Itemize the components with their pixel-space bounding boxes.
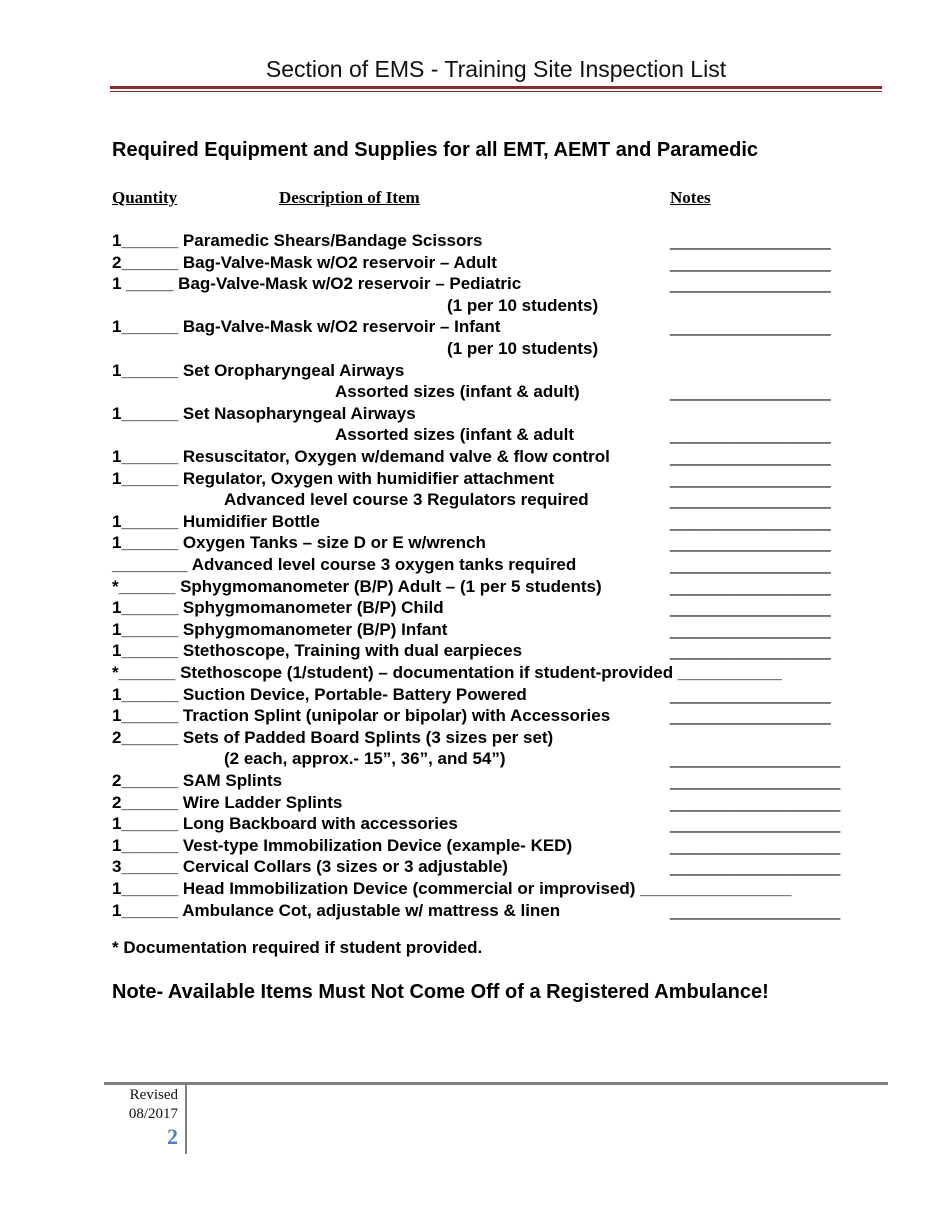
description-column-header: Description of Item bbox=[279, 188, 420, 207]
item-description: 1______ Long Backboard with accessories bbox=[112, 814, 458, 834]
item-notes-blank: _________________ bbox=[670, 490, 831, 510]
item-notes-blank: _________________ bbox=[670, 274, 831, 294]
notes-column-header: Notes bbox=[670, 188, 711, 207]
item-description: 3______ Cervical Collars (3 sizes or 3 adjustable) bbox=[112, 857, 508, 877]
item-description: *______ Stethoscope (1/student) – documentation if student-provided ___________ bbox=[112, 663, 782, 682]
footer-revised-label: Revised bbox=[129, 1087, 178, 1103]
footer-divider bbox=[185, 1082, 187, 1154]
item-description: 1 _____ Bag-Valve-Mask w/O2 reservoir – Pediatric bbox=[112, 274, 522, 294]
item-description: 1______ Ambulance Cot, adjustable w/ mattress & linen bbox=[112, 900, 561, 920]
item-notes-blank: __________________ bbox=[670, 814, 841, 834]
footnote: * Documentation required if student provided. bbox=[112, 938, 483, 957]
footer-revised-date: 08/2017 bbox=[128, 1106, 178, 1122]
item-notes-blank: _________________ bbox=[670, 684, 831, 704]
item-notes-blank: _________________ bbox=[670, 447, 831, 466]
item-detail: Assorted sizes (infant & adult bbox=[335, 425, 574, 445]
item-notes-blank: _________________ bbox=[670, 641, 831, 661]
item-description: 2______ Wire Ladder Splints bbox=[112, 792, 343, 812]
item-notes-blank: _________________ bbox=[670, 598, 831, 618]
item-description: 1______ Regulator, Oxygen with humidifier attachment bbox=[112, 468, 555, 488]
item-description: 1______ Set Oropharyngeal Airways bbox=[112, 360, 405, 380]
item-notes-blank: _________________ bbox=[670, 576, 831, 596]
item-description: 1______ Sphygmomanometer (B/P) Child bbox=[112, 598, 444, 618]
item-detail: (1 per 10 students) bbox=[447, 295, 599, 315]
item-description: 1______ Suction Device, Portable- Battery Powered bbox=[112, 684, 527, 704]
item-notes-blank: _________________ bbox=[670, 468, 831, 488]
item-notes-blank: _________________ bbox=[670, 252, 831, 272]
item-description: 1______ Stethoscope, Training with dual earpieces bbox=[112, 641, 523, 661]
footer-rule bbox=[104, 1082, 888, 1085]
item-description: 1______ Paramedic Shears/Bandage Scissors bbox=[112, 231, 483, 250]
item-description: ________ Advanced level course 3 oxygen tanks required bbox=[112, 555, 577, 574]
header-rule bbox=[110, 86, 882, 89]
item-notes-blank: _________________ bbox=[670, 382, 831, 402]
item-notes-blank: _________________ bbox=[670, 706, 831, 726]
item-notes-blank: _________________ bbox=[670, 231, 831, 250]
item-notes-blank: _________________ bbox=[670, 317, 831, 337]
item-notes-blank: __________________ bbox=[670, 857, 841, 877]
item-description: 1______ Resuscitator, Oxygen w/demand valve & flow control bbox=[112, 447, 610, 466]
item-description: 2______ SAM Splints bbox=[112, 771, 283, 790]
page-header-title: Section of EMS - Training Site Inspection List bbox=[265, 56, 727, 82]
item-description: 1______ Sphygmomanometer (B/P) Infant bbox=[112, 619, 448, 639]
section-heading: Required Equipment and Supplies for all EMT, AEMT and Paramedic bbox=[112, 139, 759, 161]
item-description: 2______ Bag-Valve-Mask w/O2 reservoir – Adult bbox=[112, 252, 497, 272]
item-description: 1______ Oxygen Tanks – size D or E w/wrench bbox=[112, 533, 486, 553]
quantity-column-header: Quantity bbox=[112, 188, 178, 207]
item-description: *______ Sphygmomanometer (B/P) Adult – (1 per 5 students) bbox=[112, 576, 602, 596]
item-notes-blank: _________________ bbox=[670, 619, 831, 639]
item-notes-blank: _________________ bbox=[670, 533, 831, 553]
item-notes-blank: __________________ bbox=[670, 835, 841, 855]
item-notes-blank: _________________ bbox=[670, 425, 831, 445]
item-notes-blank: _________________ bbox=[670, 511, 831, 531]
item-description: 1______ Bag-Valve-Mask w/O2 reservoir – Infant bbox=[112, 317, 501, 337]
item-detail: Advanced level course 3 Regulators required bbox=[224, 490, 589, 510]
item-detail: (2 each, approx.- 15”, 36”, and 54”) bbox=[224, 749, 506, 769]
ambulance-note: Note- Available Items Must Not Come Off of a Registered Ambulance! bbox=[112, 981, 769, 1003]
page-number: 2 bbox=[167, 1124, 178, 1149]
item-detail: (1 per 10 students) bbox=[447, 339, 599, 358]
item-notes-blank: __________________ bbox=[670, 749, 841, 769]
item-notes-blank: __________________ bbox=[670, 900, 841, 920]
item-notes-blank: __________________ bbox=[670, 771, 841, 790]
item-description: 1______ Set Nasopharyngeal Airways bbox=[112, 403, 416, 423]
item-description: 1______ Head Immobilization Device (commercial or improvised) ________________ bbox=[112, 879, 792, 898]
item-description: 1______ Traction Splint (unipolar or bipolar) with Accessories bbox=[112, 706, 611, 726]
header-rule-thin bbox=[110, 91, 882, 92]
item-notes-blank: __________________ bbox=[670, 792, 841, 812]
item-description: 1______ Humidifier Bottle bbox=[112, 511, 320, 531]
item-detail: Assorted sizes (infant & adult) bbox=[335, 382, 580, 402]
item-description: 1______ Vest-type Immobilization Device (example- KED) bbox=[112, 835, 573, 855]
item-notes-blank: _________________ bbox=[670, 555, 831, 574]
item-description: 2______ Sets of Padded Board Splints (3 sizes per set) bbox=[112, 727, 554, 747]
